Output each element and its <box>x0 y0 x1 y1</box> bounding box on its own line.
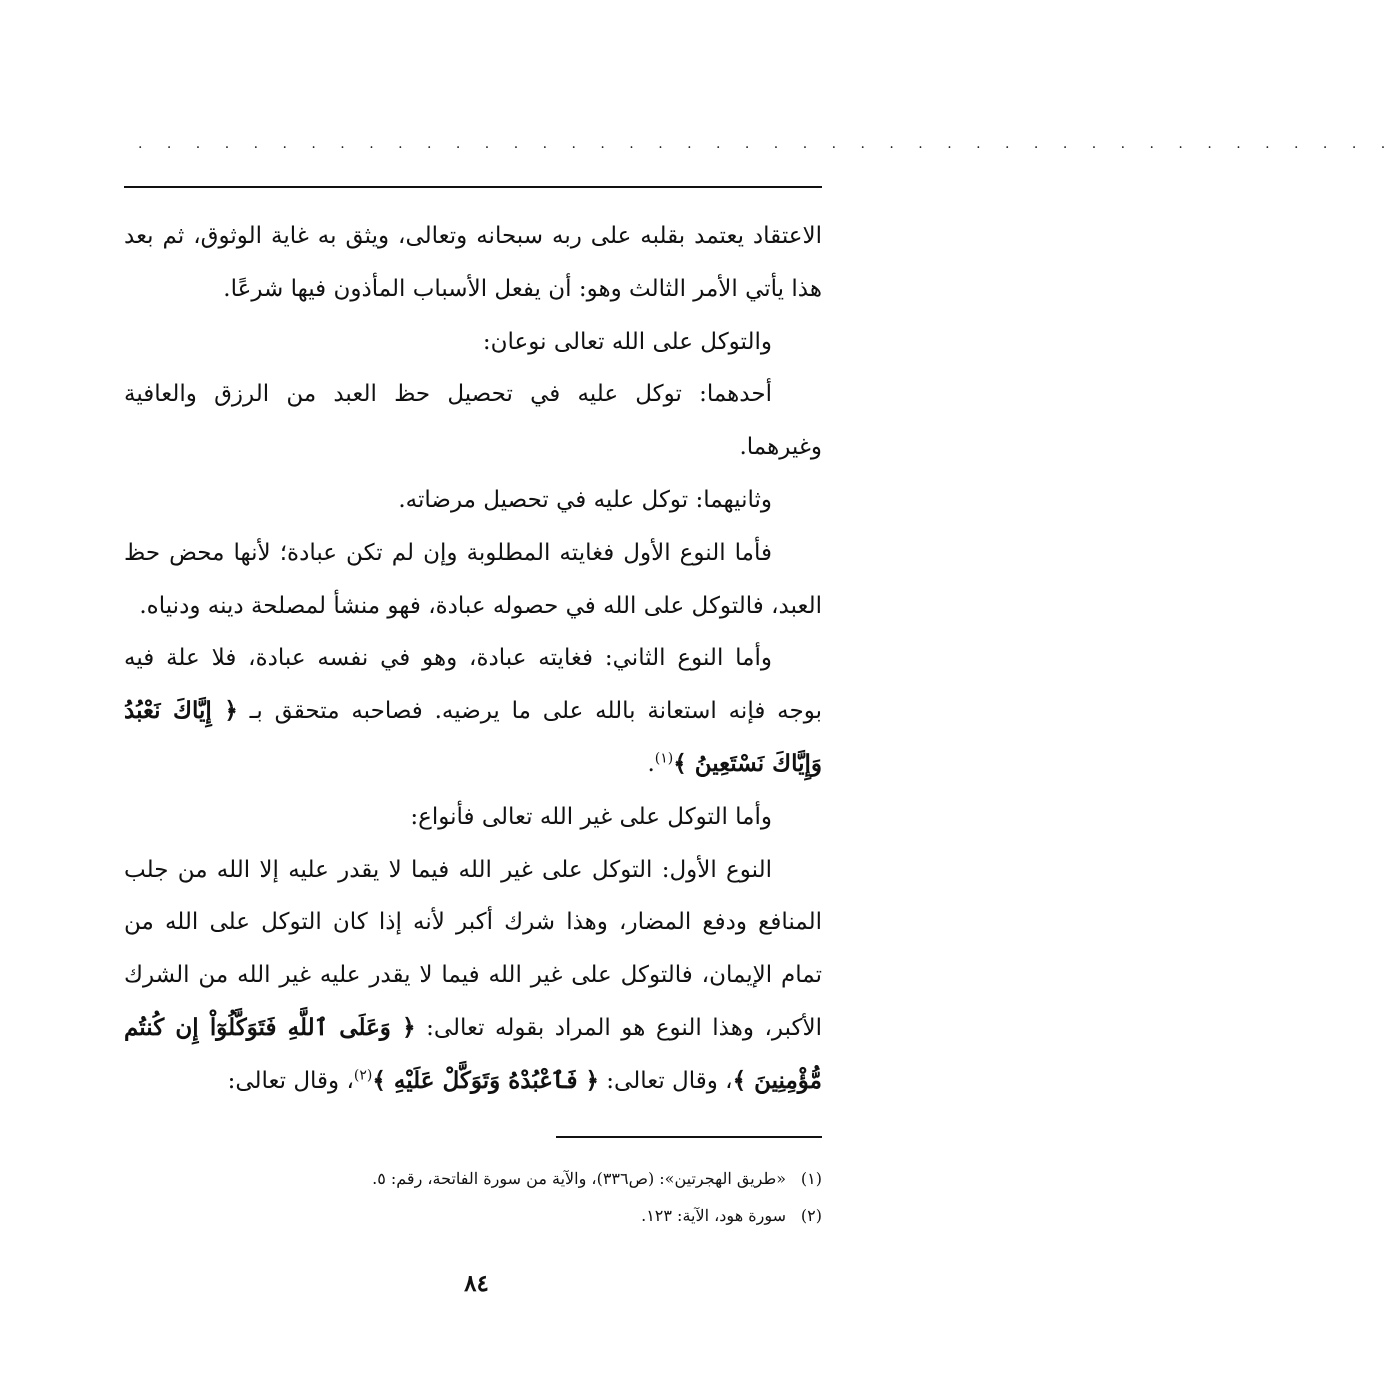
paragraph-text: وأما النوع الثاني: فغايته عبادة، وهو في نفسه عبادة، فلا علة فيه بوجه فإنه استعانة بالله على ما يرضيه. فصاحبه متحقق بـ <box>124 645 822 725</box>
paragraph <box>124 632 822 790</box>
page-number: ٨٤ <box>464 1270 489 1297</box>
footnote-reference: (١) <box>654 750 674 767</box>
footnote-reference: (٢) <box>353 1067 373 1084</box>
paragraph-text: . <box>647 750 655 777</box>
paragraph: وثانيهما: توكل عليه في تحصيل مرضاته. <box>398 486 772 513</box>
paragraph: أحدهما: توكل عليه في تحصيل حظ العبد من الرزق والعافية وغيرهما. <box>124 381 822 461</box>
footnote-text: سورة هود، الآية: ١٢٣. <box>641 1206 786 1225</box>
footnote <box>124 1197 822 1234</box>
paragraph-text: النوع الأول: التوكل على غير الله فيما لا يقدر عليه إلا الله من جلب المنافع ودفع المضار، وهذا شرك أكبر لأنه إذا كان التوكل على الله من تمام الإيمان، فالتوكل على غير الله فيما لا يقدر عليه غير الله من الشرك الأكبر، وهذا النوع هو المراد بقوله تعالى: <box>124 856 822 1041</box>
footnote <box>124 1160 822 1197</box>
footnotes <box>124 1160 822 1234</box>
header-dotted-line: . . . . . . . . . . . . . . . . . . . . . . . . . . . . . . . . . . . . . . . . . . . . <box>138 136 1395 152</box>
paragraph: والتوكل على الله تعالى نوعان: <box>482 328 772 355</box>
paragraph: وأما التوكل على غير الله تعالى فأنواع: <box>410 803 772 830</box>
quran-verse: ﴿ فَٱعْبُدْهُ وَتَوَكَّلْ عَلَيْهِ ﴾ <box>372 1066 599 1094</box>
header-rule <box>124 186 822 188</box>
footnote-number: (١) <box>800 1169 822 1188</box>
paragraph <box>124 844 822 1108</box>
quran-verse: ﴿ وَعَلَى ٱللَّهِ فَتَوَكَّلُوٓاْ إِن كُنتُم مُّؤْمِنِينَ ﴾ <box>124 1013 822 1094</box>
footnote-number: (٢) <box>800 1206 822 1225</box>
footnote-separator <box>556 1136 822 1138</box>
paragraph: الاعتقاد يعتمد بقلبه على ربه سبحانه وتعالى، ويثق به غاية الوثوق، ثم بعد هذا يأتي الأمر الثالث وهو: أن يفعل الأسباب المأذون فيها شرعًا. <box>124 223 822 302</box>
main-text <box>124 210 822 1108</box>
paragraph-text: ، وقال تعالى: <box>227 1067 354 1094</box>
paragraph: فأما النوع الأول فغايته المطلوبة وإن لم تكن عبادة؛ لأنها محض حظ العبد، فالتوكل على الله في حصوله عبادة، فهو منشأ لمصلحة دينه ودنياه. <box>124 539 822 619</box>
quran-verse: ﴿ إِيَّاكَ نَعْبُدُ وَإِيَّاكَ نَسْتَعِينُ ﴾ <box>124 697 822 777</box>
paragraph-text: ، وقال تعالى: <box>598 1067 733 1094</box>
footnote-text: «طريق الهجرتين»: (ص٣٣٦)، والآية من سورة الفاتحة، رقم: ٥. <box>372 1169 786 1188</box>
